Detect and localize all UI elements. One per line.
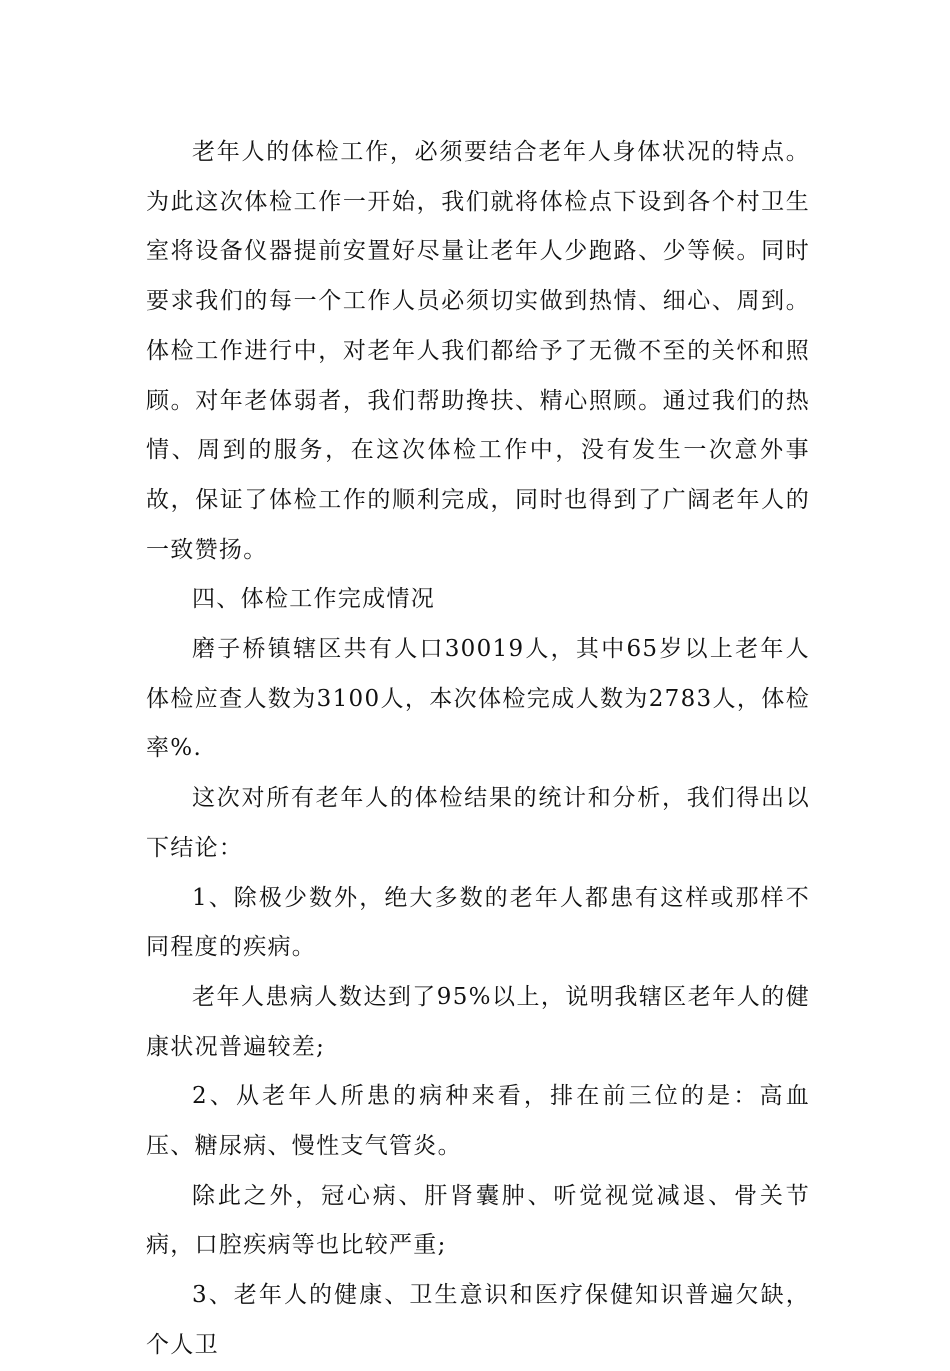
document-page	[146, 128, 810, 1371]
conclusion-item-2: 2、从老年人所患的病种来看，排在前三位的是：高血压、糖尿病、慢性支气管炎。	[146, 1083, 810, 1160]
paragraph-service: 老年人的体检工作，必须要结合老年人身体状况的特点。为此这次体检工作一开始，我们就将体检点下设到各个村卫生室将设备仪器提前安置好尽量让老年人少跑路、少等候。同时要求我们的每一个工作人员必须切实做到热情、细心、周到。体检工作进行中，对老年人我们都给予了无微不至的关怀和照顾。对年老体弱者，我们帮助搀扶、精心照顾。通过我们的热情、周到的服务，在这次体检工作中，没有发生一次意外事故，保证了体检工作的顺利完成，同时也得到了广阔老年人的一致赞扬。	[146, 139, 810, 563]
paragraph-other-diseases: 除此之外，冠心病、肝肾囊肿、听觉视觉减退、骨关节病，口腔疾病等也比较严重;	[146, 1182, 810, 1259]
conclusion-item-1: 1、除极少数外，绝大多数的老年人都患有这样或那样不同程度的疾病。	[146, 884, 810, 961]
paragraph-conclusion-intro: 这次对所有老年人的体检结果的统计和分析，我们得出以下结论：	[146, 785, 810, 861]
section-heading-completion: 四、体检工作完成情况	[192, 586, 435, 613]
paragraph-disease-rate: 老年人患病人数达到了95%以上，说明我辖区老年人的健康状况普遍较差;	[146, 983, 810, 1060]
paragraph-statistics: 磨子桥镇辖区共有人口30019人，其中65岁以上老年人体检应查人数为3100人，本次体检完成人数为2783人，体检率%.	[146, 636, 810, 762]
conclusion-item-3: 3、老年人的健康、卫生意识和医疗保健知识普遍欠缺，个人卫	[146, 1282, 810, 1358]
